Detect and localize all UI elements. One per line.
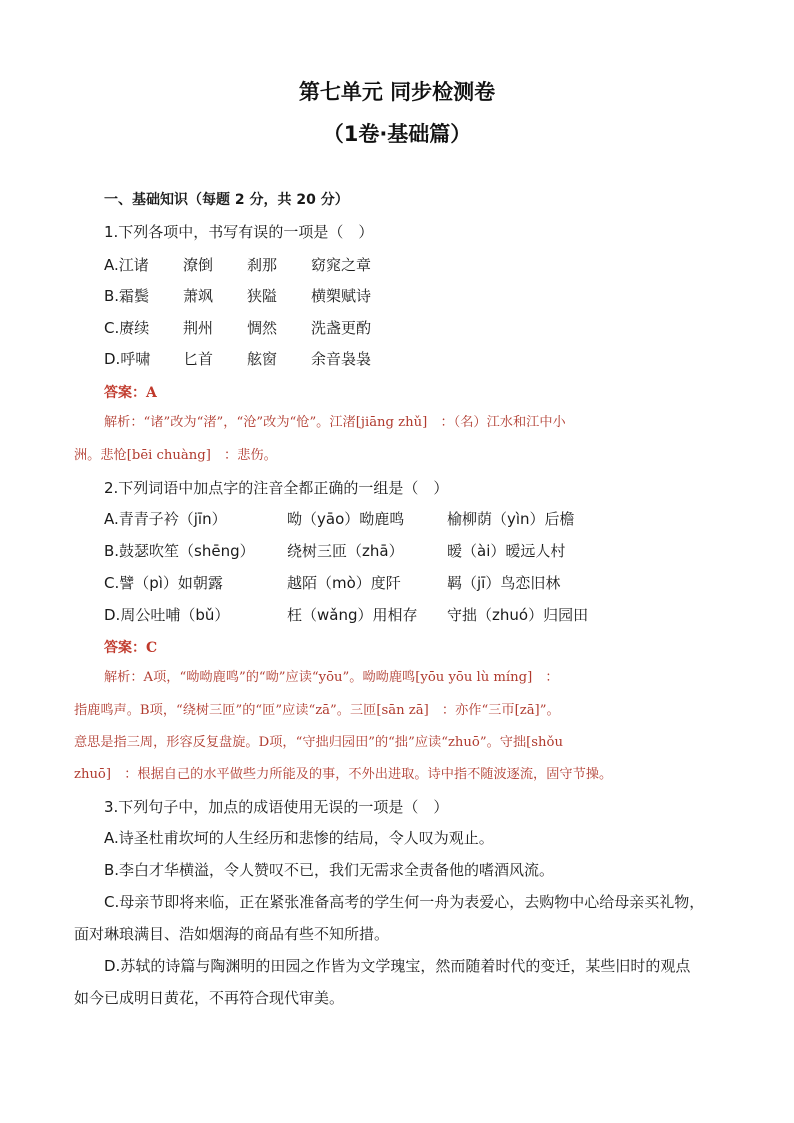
answer-value: A xyxy=(146,385,157,401)
section-heading: 一、基础知识（每题 2 分，共 20 分） xyxy=(104,192,349,208)
question-1-stem: 1.下列各项中，书写有误的一项是（ ） xyxy=(104,223,374,241)
question-3-stem: 3.下列句子中，加点的成语使用无误的一项是（ ） xyxy=(104,798,449,816)
q3-option-b: B.李白才华横溢，令人赞叹不已，我们无需求全责备他的嗜酒风流。 xyxy=(104,861,555,879)
q2-option-c-part1: C.譬（pì）如朝露 xyxy=(104,574,223,592)
q3-option-c-line1: C.母亲节即将来临，正在紧张准备高考的学生何一舟为表爱心，去购物中心给母亲买礼物， xyxy=(104,893,705,911)
q2-option-a-part3: 榆柳荫（yìn）后檐 xyxy=(447,510,575,528)
q2-option-b-part2: 绕树三匝（zhā） xyxy=(287,542,404,560)
q1-option-c-word1: C.赓续 xyxy=(104,319,150,337)
q1-option-d-word1: D.呼啸 xyxy=(104,350,151,368)
page-title: 第七单元 同步检测卷 xyxy=(298,80,496,104)
q2-option-d-part1: D.周公吐哺（bǔ） xyxy=(104,606,230,624)
q1-option-a-word4: 窈窕之章 xyxy=(311,256,372,274)
q1-option-b-word4: 横槊赋诗 xyxy=(311,287,372,305)
question-2-stem: 2.下列词语中加点字的注音全都正确的一组是（ ） xyxy=(104,479,449,497)
q2-option-a-part2: 呦（yāo）呦鹿鸣 xyxy=(287,510,405,528)
q1-option-d-word2: 匕首 xyxy=(183,350,214,368)
answer-value: C xyxy=(146,640,158,656)
q1-option-b-word1: B.霜鬓 xyxy=(104,287,150,305)
q1-option-d-word4: 余音袅袅 xyxy=(311,350,372,368)
q2-option-c-part3: 羁（jī）鸟恋旧林 xyxy=(447,574,561,592)
q1-explanation-line1: 解析：“诸”改为“渚”，“沧”改为“怆”。江渚[jiāng zhǔ] ：（名）江水和江中小 xyxy=(104,415,566,430)
q1-option-d-word3: 舷窗 xyxy=(247,350,278,368)
answer-label: 答案： xyxy=(104,640,146,656)
q3-option-d-line1: D.苏轼的诗篇与陶渊明的田园之作皆为文学瑰宝，然而随着时代的变迁，某些旧时的观点 xyxy=(104,957,691,975)
page-subtitle: （1卷·基础篇） xyxy=(322,122,472,146)
q3-option-c-line2: 面对琳琅满目、浩如烟海的商品有些不知所措。 xyxy=(74,925,390,943)
q1-option-b-word3: 狭隘 xyxy=(247,287,278,305)
q1-option-b-word2: 萧飒 xyxy=(183,287,214,305)
answer-label: 答案： xyxy=(104,385,146,401)
q2-option-d-part2: 枉（wǎng）用相存 xyxy=(287,606,418,624)
q2-option-c-part2: 越陌（mò）度阡 xyxy=(287,574,401,592)
q2-option-b-part3: 暧（ài）暧远人村 xyxy=(447,542,566,560)
q1-option-c-word3: 惆然 xyxy=(247,319,278,337)
q1-option-c-word2: 荆州 xyxy=(183,319,214,337)
q1-option-a-word1: A.江诸 xyxy=(104,256,149,274)
q2-option-a-part1: A.青青子衿（jīn） xyxy=(104,510,227,528)
q3-option-d-line2: 如今已成明日黄花，不再符合现代审美。 xyxy=(74,989,345,1007)
q2-explanation-line3: 意思是指三周，形容反复盘旋。D项，“守拙归园田”的“拙”应读“zhuō”。守拙[shǒu xyxy=(74,735,563,750)
q1-option-a-word2: 潦倒 xyxy=(183,256,214,274)
q2-explanation-line1: 解析：A项，“呦呦鹿鸣”的“呦”应读“yōu”。呦呦鹿鸣[yōu yōu lù míng] ： xyxy=(104,670,559,685)
q2-option-b-part1: B.鼓瑟吹笙（shēng） xyxy=(104,542,255,560)
q3-option-a: A.诗圣杜甫坎坷的人生经历和悲惨的结局，令人叹为观止。 xyxy=(104,829,494,847)
q2-answer xyxy=(104,637,157,658)
q2-explanation-line4: zhuō] ：根据自己的水平做些力所能及的事，不外出进取。诗中指不随波逐流，固守节操。 xyxy=(74,767,613,782)
q1-explanation-line2: 洲。悲怆[bēi chuàng] ：悲伤。 xyxy=(74,448,277,463)
q2-option-d-part3: 守拙（zhuó）归园田 xyxy=(447,606,589,624)
q1-option-c-word4: 洗盏更酌 xyxy=(311,319,372,337)
q2-explanation-line2: 指鹿鸣声。B项，“绕树三匝”的“匝”应读“zā”。三匝[sān zā] ：亦作“三帀[zā]”。 xyxy=(74,703,560,718)
q1-option-a-word3: 刹那 xyxy=(247,256,278,274)
q1-answer xyxy=(104,382,157,403)
